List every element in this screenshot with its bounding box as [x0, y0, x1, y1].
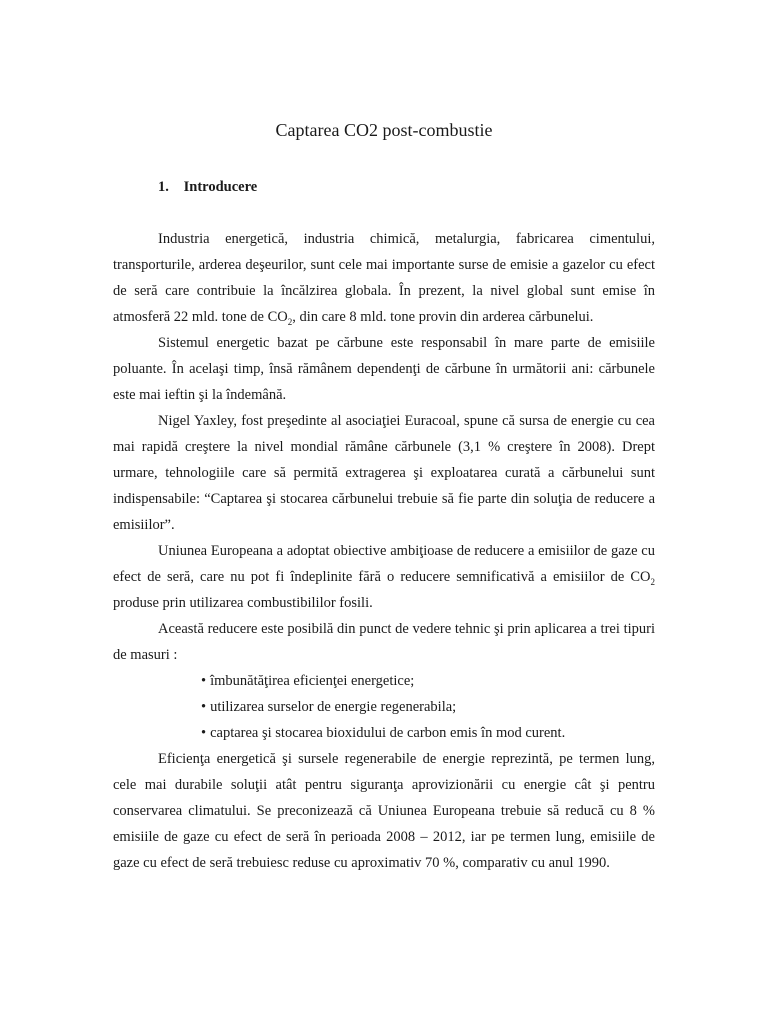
document-title: Captarea CO2 post-combustie — [275, 120, 493, 140]
list-item — [201, 694, 655, 720]
co2-subscript-1: 2 — [287, 316, 293, 327]
list-item-text: captarea şi stocarea bioxidului de carbon emis în mod curent. — [210, 725, 566, 741]
paragraph-5: Această reducere este posibilă din punct de vedere tehnic şi prin aplicarea a trei tipuri de masuri : — [113, 621, 655, 663]
bullet-icon: • — [201, 699, 207, 715]
section-number: 1. — [158, 179, 169, 195]
list-item-text: utilizarea surselor de energie regenerabila; — [210, 699, 457, 715]
paragraph-2: Sistemul energetic bazat pe cărbune este responsabil în mare parte de emisiile poluante. În acelaşi timp, însă rămânem dependenţi de cărbune în următorii ani: cărbunele este mai ieftin şi la îndemână. — [113, 335, 655, 403]
paragraph-1 — [113, 226, 655, 330]
list-item — [201, 720, 655, 746]
paragraph-4-text-b: produse prin utilizarea combustibililor fosili. — [113, 595, 373, 611]
paragraph-6: Eficienţa energetică şi sursele regenerabile de energie reprezintă, pe termen lung, cele mai durabile soluţii atât pentru siguranţa aprovizionării cu energie cât şi pentru conservarea climatului. Se preconizează că Uniunea Europeana trebuie să reducă cu 8 % emisiile de gaze cu efect de seră în perioada 2008 – 2012, iar pe termen lung, emisiile de gaze cu efect de seră trebuiesc reduse cu aproximativ 70 %, comparativ cu anul 1990. — [113, 751, 655, 871]
co2-subscript-2: 2 — [650, 576, 655, 587]
document-body — [113, 226, 655, 876]
list-item-text: îmbunătăţirea eficienţei energetice; — [210, 673, 415, 689]
list-item — [201, 668, 655, 694]
section-heading-text: Introducere — [183, 179, 258, 195]
paragraph-4 — [113, 538, 655, 616]
measures-list — [113, 668, 655, 746]
section-heading — [158, 177, 257, 197]
bullet-icon: • — [201, 725, 207, 741]
paragraph-3: Nigel Yaxley, fost preşedinte al asociaţiei Euracoal, spune că sursa de energie cu cea mai rapidă creştere la nivel mondial rămâne cărbunele (3,1 % creştere în 2008). Drept urmare, tehnologiile care să permită extragerea şi exploatarea curată a cărbunelui sunt indispensabile: “Captarea şi stocarea cărbunelui trebuie să fie parte din soluţia de reducere a emisiilor”. — [113, 413, 655, 533]
paragraph-4-text-a: Uniunea Europeana a adoptat obiective ambiţioase de reducere a emisiilor de gaze cu efect de seră, care nu pot fi îndeplinite fără o reducere semnificativă a emisiilor de CO — [113, 543, 655, 585]
paragraph-1-text-a: Industria energetică, industria chimică, metalurgia, fabricarea cimentului, transporturile, arderea deşeurilor, sunt cele mai importante surse de emisie a gazelor cu efect de seră care contribuie la încălzirea globala. În prezent, la nivel global sunt emise în atmosferă 22 mld. tone de CO — [113, 231, 655, 325]
paragraph-1-text-b: , din care 8 mld. tone provin din arderea cărbunelui. — [292, 309, 594, 325]
bullet-icon: • — [201, 673, 207, 689]
